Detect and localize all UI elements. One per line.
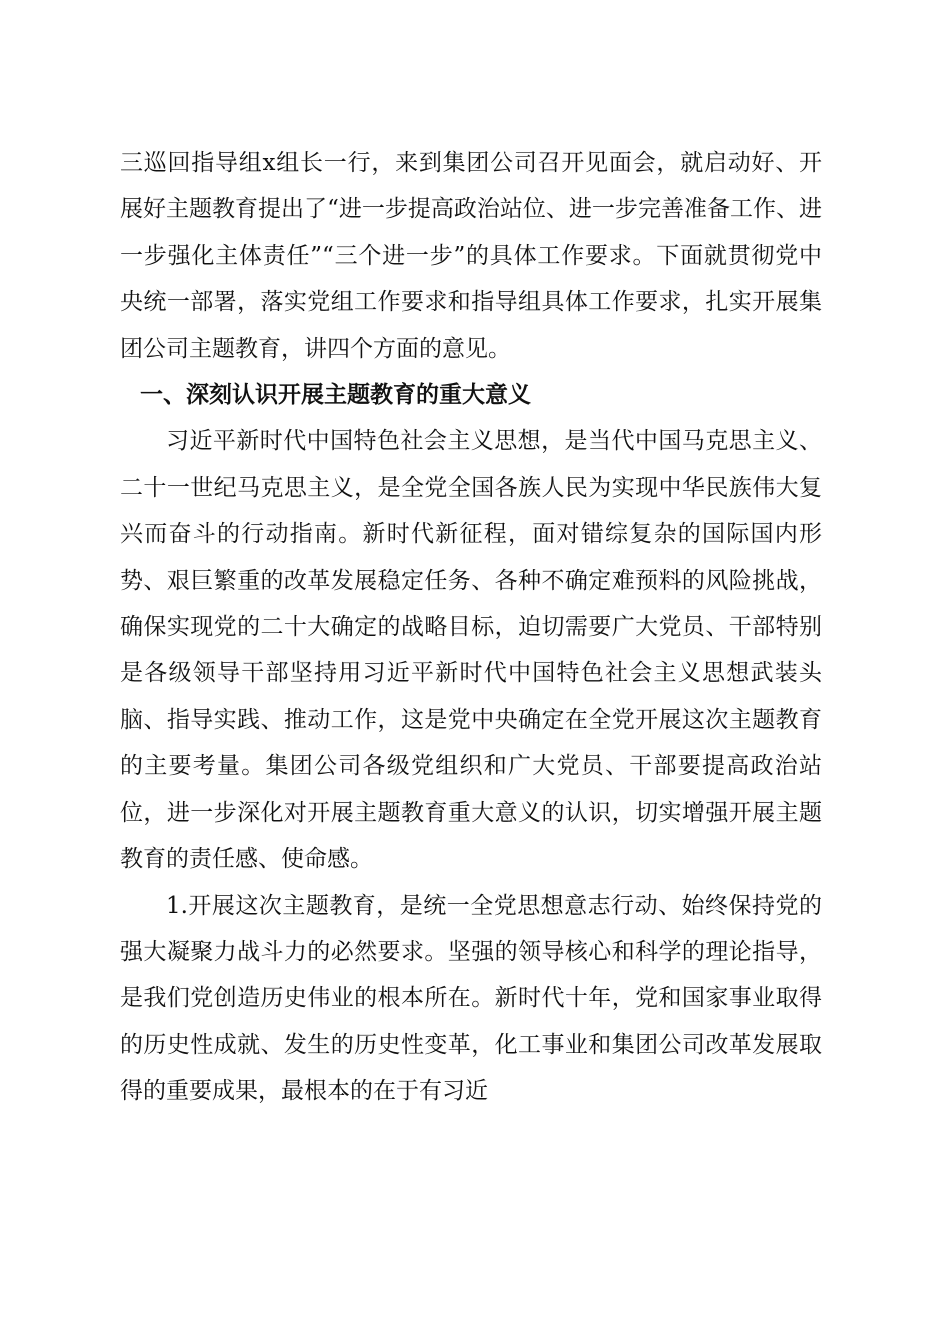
intro-paragraph: 三巡回指导组x组长一行，来到集团公司召开见面会，就启动好、开展好主题教育提出了“进一步提高政治站位、进一步完善准备工作、进一步强化主体责任”“三个进一步”的具体工作要求。下面就贯彻党中央统一部署，落实党组工作要求和指导组具体工作要求，扎实开展集团公司主题教育，讲四个方面的意见。	[120, 150, 822, 362]
section-paragraph: 习近平新时代中国特色社会主义思想，是当代中国马克思主义、二十一世纪马克思主义，是全党全国各族人民为实现中华民族伟大复兴而奋斗的行动指南。新时代新征程，面对错综复杂的国际国内形势、艰巨繁重的改革发展稳定任务、各种不确定难预料的风险挑战，确保实现党的二十大确定的战略目标，迫切需要广大党员、干部特别是各级领导干部坚持用习近平新时代中国特色社会主义思想武装头脑、指导实践、推动工作，这是党中央确定在全党开展这次主题教育的主要考量。集团公司各级党组织和广大党员、干部要提高政治站位，进一步深化对开展主题教育重大意义的认识，切实增强开展主题教育的责任感、使命感。	[120, 428, 822, 873]
point-1-paragraph: 1.开展这次主题教育，是统一全党思想意志行动、始终保持党的强大凝聚力战斗力的必然要求。坚强的领导核心和科学的理论指导，是我们党创造历史伟业的根本所在。新时代十年，党和国家事业取得的历史性成就、发生的历史性变革，化工事业和集团公司改革发展取得的重要成果，最根本的在于有习近	[120, 892, 822, 1105]
document-body	[120, 140, 822, 1115]
section-heading: 一、深刻认识开展主题教育的重大意义	[140, 382, 531, 409]
